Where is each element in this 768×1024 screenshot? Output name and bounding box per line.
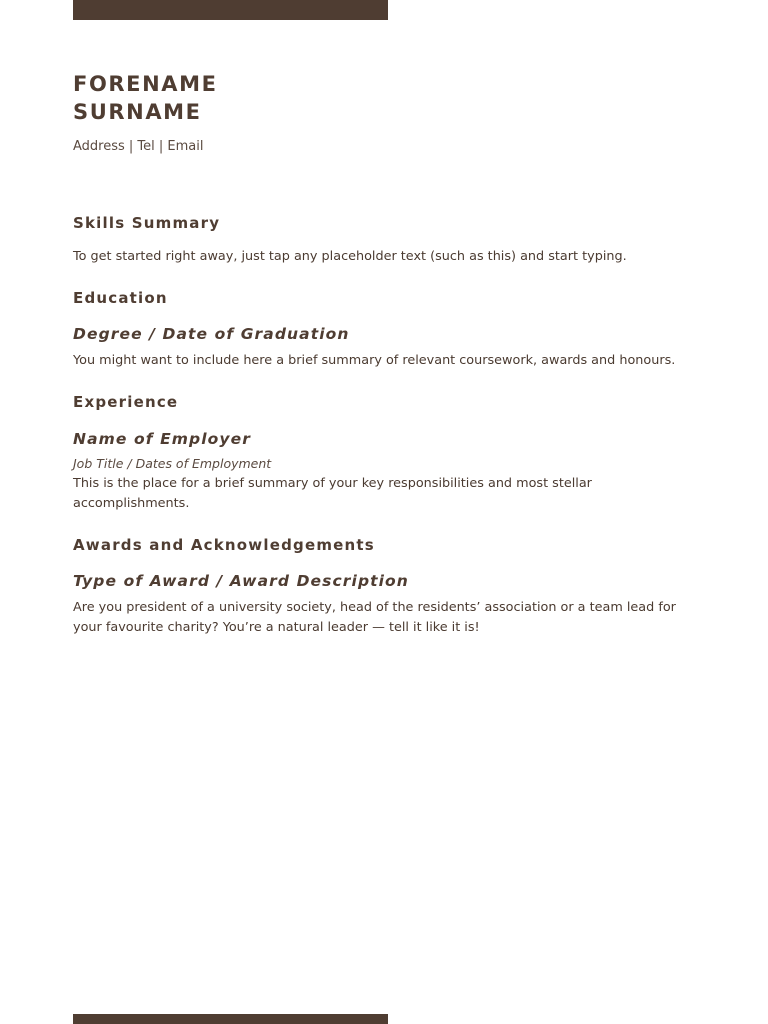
skills-section bbox=[73, 213, 695, 267]
resume-body bbox=[73, 213, 695, 638]
top-accent-bar bbox=[73, 0, 388, 20]
education-subheading[interactable]: Degree / Date of Graduation bbox=[73, 325, 350, 343]
awards-text[interactable]: Are you president of a university society, head of the residents’ association or a team lead for your favourite charity? You’re a natural leader — tell it like it is! bbox=[73, 600, 676, 635]
forename[interactable]: FORENAME bbox=[73, 72, 218, 96]
employer-name[interactable]: Name of Employer bbox=[73, 430, 251, 448]
awards-heading[interactable]: Awards and Acknowledgements bbox=[73, 536, 375, 554]
job-title-dates[interactable]: Job Title / Dates of Employment bbox=[73, 456, 272, 471]
surname[interactable]: SURNAME bbox=[73, 100, 202, 124]
bottom-accent-bar bbox=[73, 1014, 388, 1024]
experience-text[interactable]: This is the place for a brief summary of your key responsibilities and most stellar accomplishments. bbox=[73, 476, 592, 511]
experience-section bbox=[73, 392, 695, 514]
candidate-name[interactable] bbox=[73, 70, 218, 126]
skills-text[interactable]: To get started right away, just tap any placeholder text (such as this) and start typing. bbox=[73, 249, 627, 264]
experience-heading[interactable]: Experience bbox=[73, 393, 179, 411]
awards-section bbox=[73, 535, 695, 638]
education-text[interactable]: You might want to include here a brief summary of relevant coursework, awards and honours. bbox=[73, 353, 676, 368]
skills-heading[interactable]: Skills Summary bbox=[73, 214, 221, 232]
education-section bbox=[73, 288, 695, 371]
contact-info[interactable]: Address | Tel | Email bbox=[73, 139, 204, 154]
education-heading[interactable]: Education bbox=[73, 289, 168, 307]
award-type[interactable]: Type of Award / Award Description bbox=[73, 572, 409, 590]
